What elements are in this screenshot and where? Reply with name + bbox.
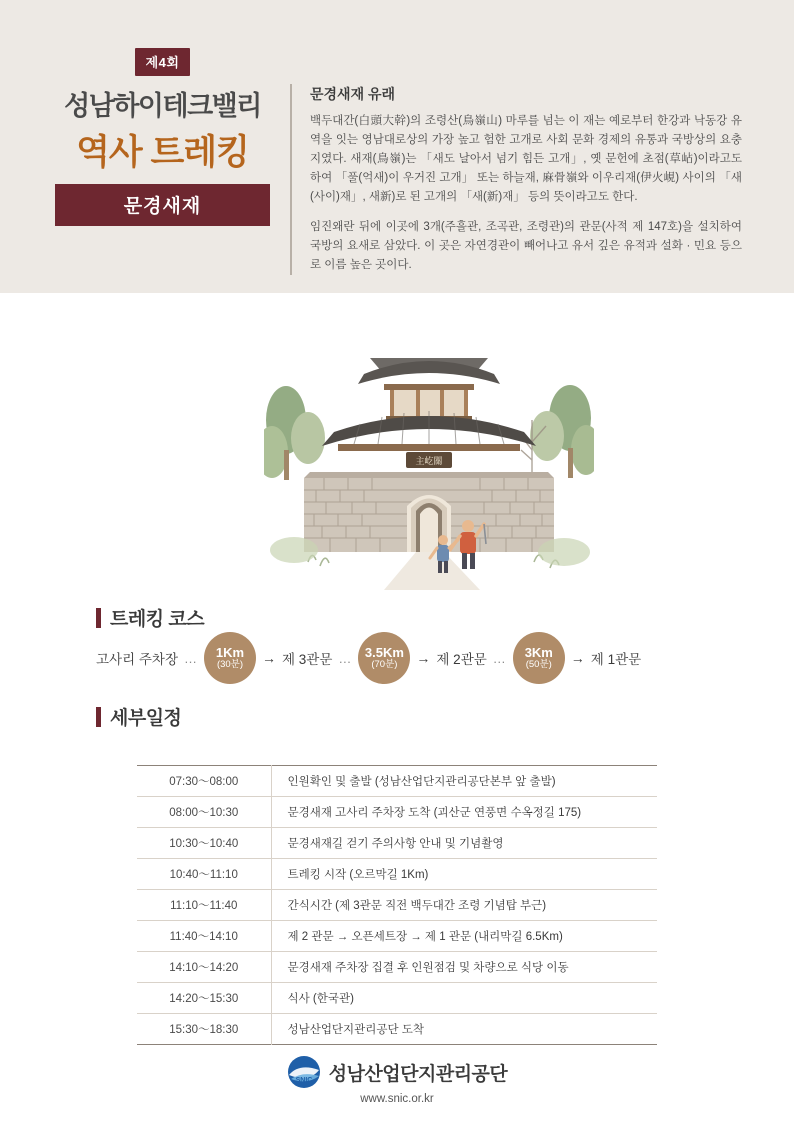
course-segment-1-next: 제 3관문 [282,652,333,667]
table-row [137,1014,657,1045]
course-dots-1: … [184,650,198,666]
course-segment-3-distance: 3Km [524,645,553,661]
course-dots-2: … [338,650,353,666]
course-row [96,630,716,686]
intro-title: 문경새재 유래 [310,86,396,102]
table-row [137,921,657,952]
course-segment-3-badge [513,632,565,684]
course-segment-3-duration: (50분) [525,658,552,670]
footer-brand [0,1055,794,1089]
footer [0,1055,794,1105]
schedule-time: 10:40～11:10 [137,859,271,890]
subtitle-bar: 문경새재 [55,184,270,226]
snic-logo-icon [287,1055,321,1089]
title-block [55,48,270,226]
table-row [137,859,657,890]
course-arrow-1: → [262,650,276,666]
course-arrow-2: → [416,650,431,666]
course-arrow-3: → [570,650,585,666]
intro-paragraph-2: 임진왜란 뒤에 이곳에 3개(주흘관, 조곡관, 조령관)의 관문(사적 제 147호)을 설치하여 국방의 요새로 삼았다. 이 곳은 자연경관이 빼어나고 유서 깊은 유적과 설화 · 민요 등으로 이름 높은 곳이다. [310,221,742,271]
table-row [137,983,657,1014]
course-heading [96,604,204,631]
table-row [137,890,657,921]
course-segment-2-distance: 3.5Km [364,645,404,661]
schedule-time: 07:30～08:00 [137,766,271,797]
schedule-time: 11:40～14:10 [137,921,271,952]
gate-illustration [264,300,594,590]
intro-block [290,84,742,275]
schedule-task: 간식시간 (제 3관문 직전 백두대간 조령 기념탑 부근) [287,900,547,912]
schedule-task: 문경새재 주차장 집결 후 인원점검 및 차량으로 식당 이동 [287,962,569,974]
course-segment-1-duration: (30분) [216,658,244,670]
schedule-time: 08:00～10:30 [137,797,271,828]
table-row [137,797,657,828]
course-segment-3-next: 제 1관문 [590,652,642,667]
course-segment-2-next: 제 2관문 [436,652,487,667]
edition-badge: 제4회 [135,48,191,76]
svg-text:SNIC: SNIC [295,1077,313,1084]
schedule-time: 11:10～11:40 [137,890,271,921]
footer-org-name: 성남산업단지관리공단 [328,1063,508,1085]
schedule-task: 문경새재길 걷기 주의사항 안내 및 기념촬영 [287,838,504,850]
footer-url[interactable]: www.snic.or.kr [360,1093,434,1105]
intro-paragraph-1: 백두대간(白頭大幹)의 조령산(鳥嶺山) 마루를 넘는 이 재는 예로부터 한강과 낙동강 유역을 잇는 영남대로상의 가장 높고 험한 고개로 사회 문화 경제의 유통과 국방상의 요충지였다. 새재(鳥嶺)는 「새도 날아서 넘기 힘든 고개」, 옛 문헌에 초점(草岾)이라고도 하여 「풀(억새)이 우거진 고개」 또는 하늘재, 麻骨嶺와 이우리재(伊火峴) 사이의 「새(사이)재」, 새新)로 된 고개의 「새(新)재」 등의 뜻이라고도 한다. [310,115,742,203]
course-dots-3: … [492,650,507,666]
course-segment-2-badge [358,632,410,684]
table-row [137,766,657,797]
schedule-task: 인원확인 및 출발 (성남산업단지관리공단본부 앞 출발) [287,776,556,788]
schedule-heading-bar [96,707,101,727]
schedule-time: 10:30～10:40 [137,828,271,859]
header-band [0,0,794,293]
table-row [137,952,657,983]
schedule-task: 문경새재 고사리 주차장 도착 (괴산군 연풍면 수옥정길 175) [287,807,582,819]
schedule-table [137,765,657,1045]
schedule-time: 15:30～18:30 [137,1014,271,1045]
schedule-time: 14:10～14:20 [137,952,271,983]
course-heading-label: 트레킹 코스 [110,609,205,630]
course-segment-1-distance: 1Km [215,645,245,661]
schedule-heading [96,703,181,730]
course-segment-1-badge [204,632,256,684]
course-start-label: 고사리 주차장 [96,652,178,667]
schedule-time: 14:20～15:30 [137,983,271,1014]
schedule-task: 제 2 관문 → 오픈세트장 → 제 1 관문 (내리막길 6.5Km) [287,931,563,943]
page-title-line2: 역사 트레킹 [76,133,249,172]
gate-illustration-svg [264,300,594,590]
course-heading-bar [96,608,101,628]
schedule-task: 트레킹 시작 (오르막길 1Km) [287,869,429,881]
course-segment-2-duration: (70분) [371,658,398,670]
table-row [137,828,657,859]
schedule-task: 식사 (한국관) [287,993,354,1005]
schedule-task: 성남산업단지관리공단 도착 [287,1024,425,1036]
svg-text:主屹關: 主屹關 [415,457,443,467]
page-title-line1: 성남하이테크밸리 [64,91,261,121]
schedule-heading-label: 세부일정 [110,708,182,729]
